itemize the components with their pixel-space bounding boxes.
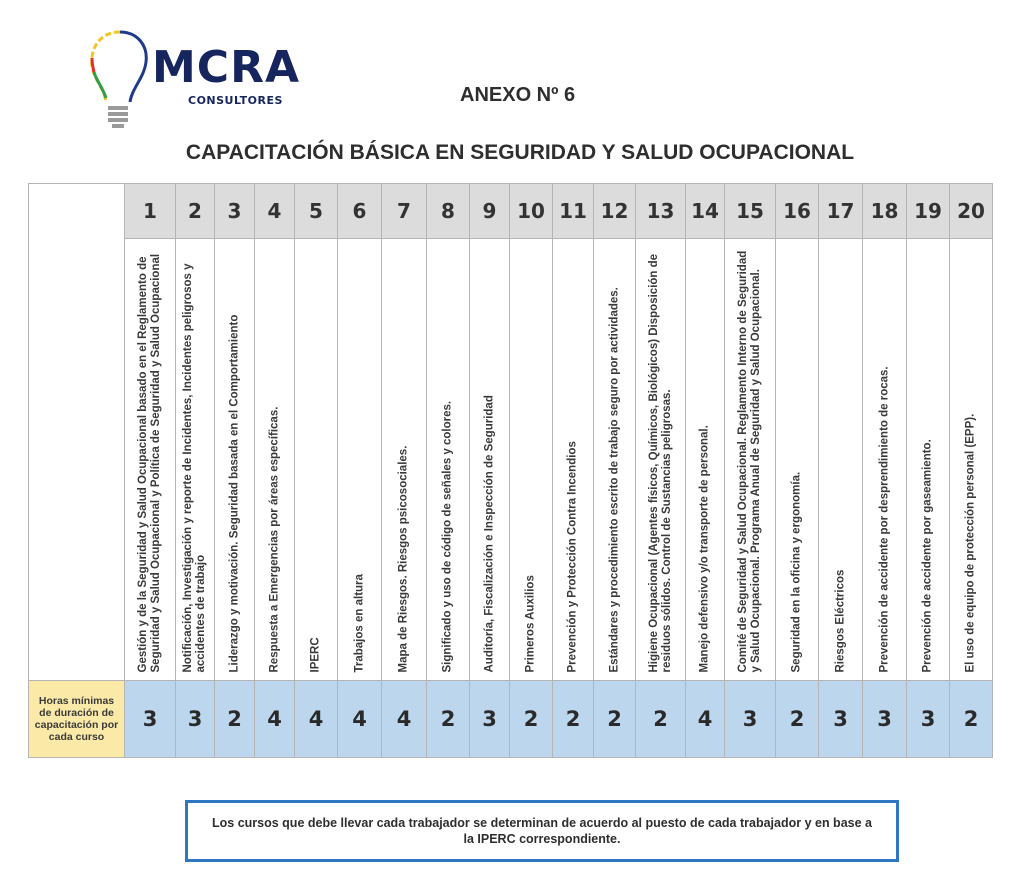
course-hours: 2 <box>552 680 594 758</box>
course-topic-cell <box>635 238 686 681</box>
course-topic-cell <box>949 238 993 681</box>
course-number: 3 <box>214 183 255 239</box>
lightbulb-icon <box>86 28 150 132</box>
course-hours: 2 <box>426 680 470 758</box>
course-topic: Higiene Ocupacional (Agentes físicos, Químicos, Biológicos) Disposición de residuos sólidos. Control de Sustancias peligrosas. <box>647 253 673 672</box>
course-topic: Auditoría, Fiscalización e Inspección de Seguridad <box>483 394 495 672</box>
course-number: 19 <box>906 183 950 239</box>
course-topic: Prevención de accidente por gaseamiento. <box>921 438 934 672</box>
course-number: 5 <box>294 183 338 239</box>
course-number: 8 <box>426 183 470 239</box>
course-topic-cell <box>862 238 907 681</box>
course-hours: 3 <box>724 680 776 758</box>
course-hours: 3 <box>862 680 907 758</box>
logo <box>86 28 316 132</box>
course-topic: Prevención y Protección Contra Incendios <box>566 440 579 672</box>
course-topic: Prevención de accidente por desprendimiento de rocas. <box>878 365 890 672</box>
course-topic: Trabajos en altura <box>353 573 365 672</box>
course-topic-cell <box>175 238 215 681</box>
course-hours: 3 <box>175 680 215 758</box>
course-topic-cell <box>337 238 382 681</box>
course-topic: Notificación, Investigación y reporte de Incidentes, Incidentes peligrosos y accidentes de trabajo <box>182 263 207 672</box>
course-number: 13 <box>635 183 686 239</box>
course-number: 9 <box>469 183 510 239</box>
course-topic: Seguridad en la oficina y ergonomía. <box>790 471 803 672</box>
course-topic-cell <box>775 238 819 681</box>
course-topic: Significado y uso de código de señales y colores. <box>441 400 454 672</box>
annex-title: ANEXO Nº 6 <box>460 84 576 106</box>
course-number: 15 <box>724 183 776 239</box>
course-hours: 2 <box>509 680 553 758</box>
course-number: 18 <box>862 183 907 239</box>
course-hours: 3 <box>906 680 950 758</box>
page-title: CAPACITACIÓN BÁSICA EN SEGURIDAD Y SALUD OCUPACIONAL <box>185 141 855 164</box>
course-topic: Gestión y de la Seguridad y Salud Ocupacional basado en el Reglamento de Seguridad y Salud Ocupacional y Política de Seguridad y Salud Ocupacional <box>137 253 162 672</box>
course-number: 14 <box>685 183 725 239</box>
course-topic-cell <box>906 238 950 681</box>
course-topic-cell <box>469 238 510 681</box>
course-topic-cell <box>818 238 863 681</box>
course-hours: 4 <box>254 680 295 758</box>
course-hours: 2 <box>214 680 255 758</box>
course-hours: 4 <box>381 680 427 758</box>
course-topic-cell <box>254 238 295 681</box>
course-topic-cell <box>724 238 776 681</box>
course-hours: 2 <box>775 680 819 758</box>
course-number: 4 <box>254 183 295 239</box>
logo-name: MCRA <box>152 42 301 93</box>
course-topic: Mapa de Riesgos. Riesgos psicosociales. <box>397 445 410 672</box>
course-topic-cell <box>294 238 338 681</box>
course-topic-cell <box>381 238 427 681</box>
course-topic-cell <box>509 238 553 681</box>
course-number: 7 <box>381 183 427 239</box>
course-topic: Primeros Auxilios <box>524 574 537 672</box>
course-hours: 3 <box>818 680 863 758</box>
course-hours: 4 <box>337 680 382 758</box>
course-number: 6 <box>337 183 382 239</box>
corner-cell <box>28 183 125 681</box>
course-topic: Respuesta a Emergencias por áreas específicas. <box>268 406 280 672</box>
course-topic: IPERC <box>309 636 322 672</box>
course-topic: Liderazgo y motivación. Seguridad basada en el Comportamiento <box>228 314 240 672</box>
course-topic: Riesgos Eléctricos <box>834 569 846 672</box>
course-number: 1 <box>124 183 176 239</box>
course-hours: 2 <box>949 680 993 758</box>
course-hours: 3 <box>124 680 176 758</box>
course-number: 12 <box>593 183 636 239</box>
course-number: 17 <box>818 183 863 239</box>
course-hours: 4 <box>685 680 725 758</box>
courses-table <box>28 183 996 758</box>
course-topic-cell <box>552 238 594 681</box>
note-box: Los cursos que debe llevar cada trabajador se determinan de acuerdo al puesto de cada trabajador y en base a la IPERC correspondiente. <box>185 800 899 862</box>
course-hours: 2 <box>635 680 686 758</box>
course-topic: Comité de Seguridad y Salud Ocupacional. Reglamento Interno de Seguridad y Salud Ocupacional. Programa Anual de Seguridad y Salud Ocupacional. <box>737 250 762 672</box>
course-number: 20 <box>949 183 993 239</box>
course-hours: 3 <box>469 680 510 758</box>
logo-subtitle: CONSULTORES <box>188 94 283 107</box>
course-topic: Estándares y procedimiento escrito de trabajo seguro por actividades. <box>608 286 620 672</box>
course-topic: Manejo defensivo y/o transporte de personal. <box>698 424 711 672</box>
course-number: 10 <box>509 183 553 239</box>
course-topic-cell <box>685 238 725 681</box>
course-topic-cell <box>214 238 255 681</box>
course-topic-cell <box>593 238 636 681</box>
course-number: 2 <box>175 183 215 239</box>
course-hours: 4 <box>294 680 338 758</box>
course-number: 16 <box>775 183 819 239</box>
course-number: 11 <box>552 183 594 239</box>
course-hours: 2 <box>593 680 636 758</box>
course-topic: El uso de equipo de protección personal (EPP). <box>964 413 977 672</box>
course-topic-cell <box>426 238 470 681</box>
course-topic-cell <box>124 238 176 681</box>
hours-label-cell: Horas mínimas de duración de capacitación por cada curso <box>28 680 125 758</box>
